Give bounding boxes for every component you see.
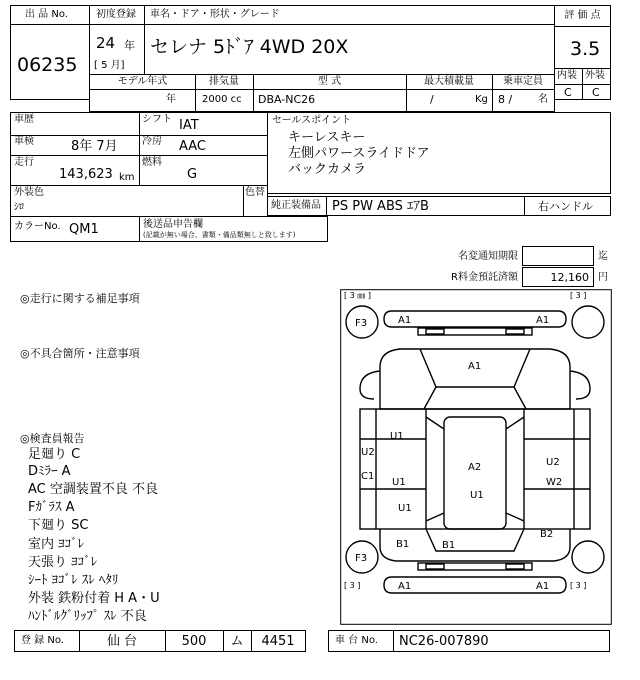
mirror-right [570,371,590,399]
inspector-item: 下廻り SC [28,518,89,533]
chassis-label: 車 台 No. [335,635,378,646]
recycle-box [522,267,594,287]
recycle-value: 12,160 [550,271,589,284]
color-no-box [10,216,328,242]
tire-depth-front-left: [ 3 ㎜ ] [344,291,371,300]
rating-box [554,5,611,100]
mileage-value: 143,623 [59,167,113,182]
max-load-label: 最大積載量 [424,76,474,87]
rating-label: 評 価 点 [564,10,601,21]
capacity-value: 8 / [498,93,513,106]
mark-left-pillar: U2 [361,447,375,458]
inspector-item: 足廻り C [28,447,81,462]
equipment-box [267,196,611,216]
capacity-label: 乗車定員 [503,76,543,87]
inspector-item: ｼｰﾄ ﾖｺﾞﾚ ｽﾚ ﾍﾀﾘ [28,573,119,588]
lot-box [10,5,90,100]
inspector-item: 外装 鉄粉付着 H A・U [28,591,160,606]
inspector-item: Fｶﾞﾗｽ A [28,500,75,515]
inspection-label: 車検 [14,136,34,147]
exterior-label: 外装 [585,70,605,81]
mileage-label: 走行 [14,157,34,168]
recycle-unit: 円 [598,272,608,283]
mark-left-front-door: U1 [390,431,404,442]
displacement-label: 排気量 [209,76,239,87]
mark-rear-bumper-left: A1 [398,581,412,592]
reg-month: [ 5 月] [94,60,125,71]
equipment-label: 純正装備品 [271,200,321,211]
mark-front-bumper-right: A1 [536,315,550,326]
mark-right-rocker: W2 [546,477,563,488]
exterior-grade: C [592,86,600,99]
sales-points-label: セールスポイント [272,115,352,126]
wheel-rear-right [572,541,604,573]
model-year-unit: 年 [166,94,176,105]
mark-roof-rear: U1 [470,490,484,501]
model-name-label: 車名・ドア・形状・グレード [150,9,280,20]
spec-box [89,74,555,112]
inspector-title: ◎検査員報告 [20,432,85,445]
chassis-number: NC26-007890 [399,634,489,649]
ext-color-box [10,185,268,217]
tire-depth-rear-left: [ 3 ] [344,581,361,590]
reg-year-unit: 年 [124,39,135,52]
lot-label: 出 品 No. [25,9,68,20]
history-label: 車歴 [14,114,34,125]
registration-number: 4451 [261,634,295,649]
inspector-item: AC 空調装置不良 不良 [28,482,159,497]
inspector-item: Dﾐﾗｰ A [28,464,71,479]
repaint-label: 色替 [245,187,265,198]
details-box [10,112,268,186]
interior-label: 内装 [557,70,577,81]
name-change-label: 名変通知期限 [458,251,518,262]
inspector-item: 室内 ﾖｺﾞﾚ [28,537,85,552]
fuel-label: 燃料 [142,157,162,168]
rating-value: 3.5 [570,38,601,60]
wheel-front-right [572,306,604,338]
recycle-label: R料金預託済額 [451,272,518,283]
color-no-label: カラーNo. [14,221,61,232]
mark-roof: A2 [468,462,482,473]
fuel-value: G [187,167,198,182]
capacity-unit: 名 [538,94,548,105]
mileage-unit: km [119,172,135,183]
mirror-left [360,371,380,399]
model-code-value: DBA-NC26 [258,93,316,106]
ext-color-value: ｼﾛ [14,202,24,213]
equipment-value: PS PW ABS ｴｱB [332,199,429,214]
tailgate [426,529,524,551]
load-unit: Kg [475,94,488,105]
tire-depth-front-right: [ 3 ] [570,291,587,300]
inspection-value: 8年 7月 [71,139,118,154]
sales-point-2: 左側パワースライドドア [288,146,430,161]
displacement-value: 2000 cc [202,94,242,105]
registration-label: 登 録 No. [21,635,64,646]
rear-wheel-mark: F3 [355,553,368,564]
driving-notes-title: ◎走行に関する補足事項 [20,292,140,305]
mark-hood: A1 [468,361,482,372]
name-change-box [522,246,594,266]
color-no-value: QM1 [69,222,99,237]
max-load-value: / [430,93,434,106]
ac-label: 冷房 [142,136,162,147]
inspector-item: 天張り ﾖｺﾞﾚ [28,555,98,570]
mark-tailgate: B1 [442,540,456,551]
inspector-item: ﾊﾝﾄﾞﾙｸﾞﾘｯﾌﾟ ｽﾚ 不良 [28,609,147,624]
registration-box [14,630,306,652]
ext-color-label: 外装色 [14,187,44,198]
roof [444,417,506,529]
mark-left-rocker: C1 [361,471,375,482]
name-change-unit: 迄 [598,251,608,262]
model-code-label: 型 式 [317,76,342,87]
lot-number: 06235 [17,54,78,76]
handle-value: 右ハンドル [538,200,593,213]
post-report-label: 後送品申告欄 [143,219,203,230]
reg-year: 24 [96,34,116,52]
registration-kana: ム [230,634,244,649]
registration-class: 500 [181,634,207,649]
car-name: セレナ 5ﾄﾞｱ 4WD 20X [150,36,349,58]
shift-label: シフト [142,114,172,125]
shift-value: IAT [179,118,199,133]
first-reg-label: 初度登録 [96,9,136,20]
front-body [380,349,570,409]
sales-point-3: バックカメラ [288,162,367,177]
mark-right-rear-fender: B2 [540,529,554,540]
front-wheel-mark: F3 [355,318,368,329]
defects-title: ◎不具合箇所・注意事項 [20,347,140,360]
damage-diagram [340,289,612,625]
sales-point-1: キーレスキー [288,130,366,145]
model-year-label: モデル年式 [117,76,168,87]
sales-points-box [267,112,611,194]
mark-right-slide-door: U2 [546,457,560,468]
vehicle-title-box [89,5,555,75]
ac-value: AAC [179,139,206,154]
tire-depth-rear-right: [ 3 ] [570,581,587,590]
chassis-box [328,630,610,652]
mark-front-bumper-left: A1 [398,315,412,326]
registration-region: 仙 台 [106,634,138,649]
mark-left-rear-fender: B1 [396,539,410,550]
mark-left-quarter: U1 [398,503,412,514]
mark-left-slide-door: U1 [392,477,406,488]
post-report-note: (記載が無い場合、書類・備品類無しと致します) [143,231,296,239]
interior-grade: C [564,86,572,99]
mark-rear-bumper-right: A1 [536,581,550,592]
